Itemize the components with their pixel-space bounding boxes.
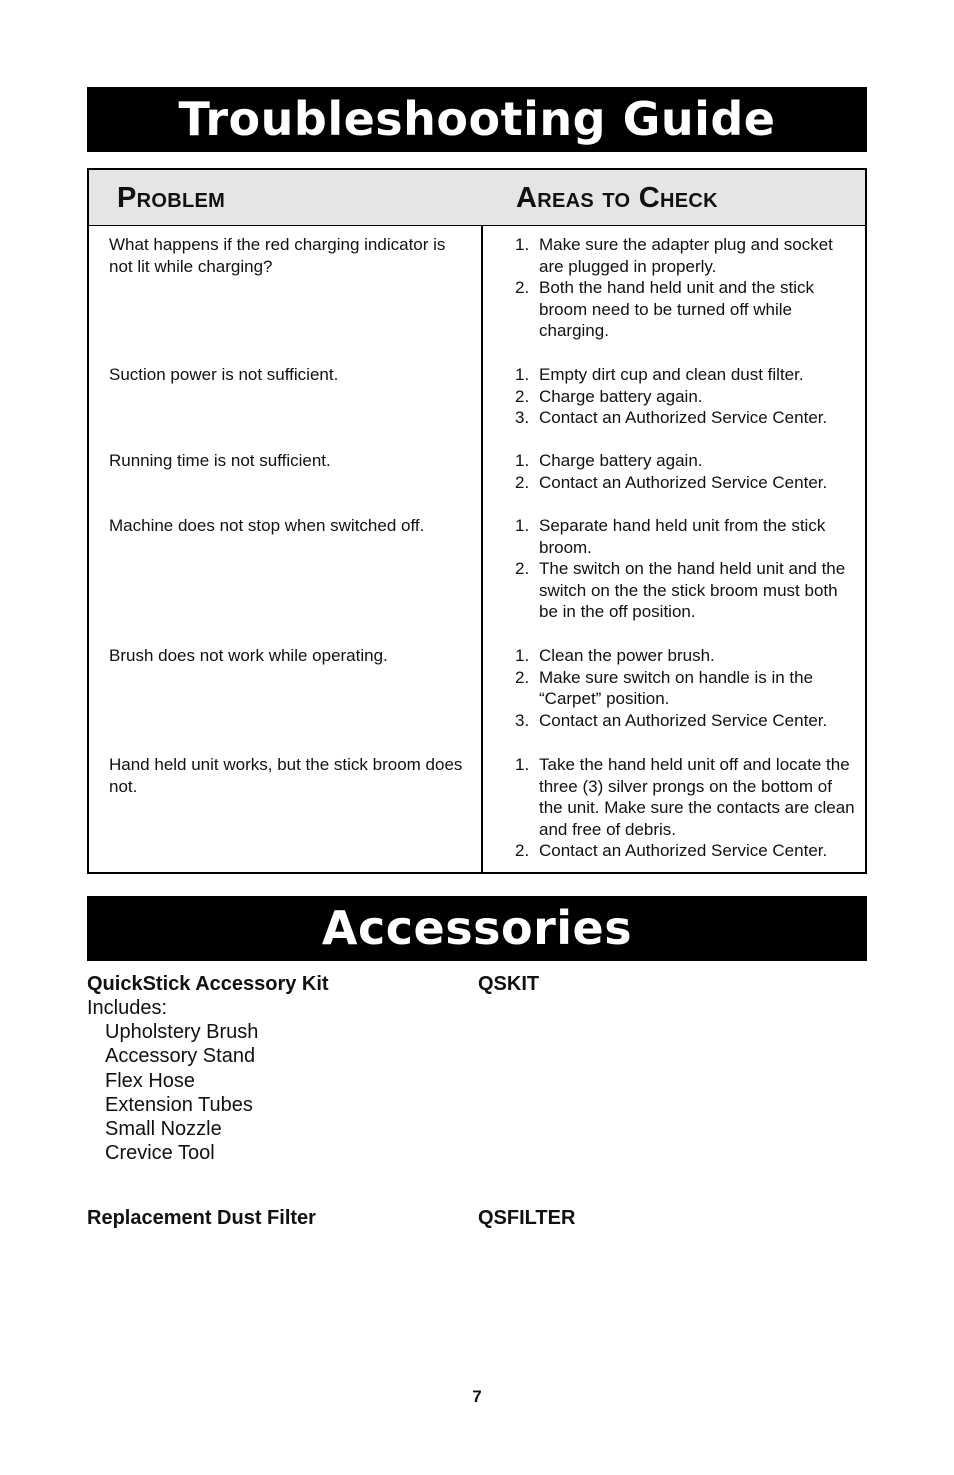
list-item [515, 386, 860, 408]
step-text: Charge battery again. [539, 386, 703, 406]
list-item [515, 515, 860, 558]
problem-brush-not-working: Brush does not work while operating. [109, 646, 388, 665]
list-item [515, 407, 860, 429]
list-item [515, 558, 860, 623]
step-text: Separate hand held unit from the stick broom. [539, 516, 826, 557]
step-text: The switch on the hand held unit and the switch on the the stick broom must both be in the off position. [539, 559, 846, 622]
kit-name: QuickStick Accessory Kit [87, 973, 329, 995]
step-text: Clean the power brush. [539, 646, 715, 665]
kit-code: QSKIT [478, 973, 540, 995]
table-header [89, 170, 865, 226]
steps-machine-not-stopping [515, 515, 860, 623]
list-item [515, 645, 860, 667]
list-item: Accessory Stand [105, 1045, 256, 1068]
list-item [515, 710, 860, 732]
step-text: Make sure switch on handle is in the “Carpet” position. [539, 667, 814, 709]
list-item [515, 277, 860, 342]
troubleshooting-table [87, 168, 867, 874]
problem-charging-indicator: What happens if the red charging indicator is not lit while charging? [109, 235, 446, 276]
list-item: Extension Tubes [105, 1093, 253, 1116]
list-item [515, 450, 860, 472]
header-areas-to-check: Areas to Check [516, 182, 718, 214]
steps-running-time [515, 450, 860, 493]
step-text: Contact an Authorized Service Center. [539, 408, 828, 428]
column-divider [481, 226, 483, 874]
step-number: 2. [515, 472, 530, 492]
kit-items-list [105, 1020, 258, 1166]
step-number: 1. [515, 235, 530, 254]
problem-running-time: Running time is not sufficient. [109, 451, 331, 470]
step-text: Empty dirt cup and clean dust filter. [539, 365, 804, 384]
list-item: Upholstery Brush [105, 1021, 259, 1043]
troubleshooting-title: Troubleshooting Guide [87, 87, 867, 152]
step-text: Contact an Authorized Service Center. [539, 841, 828, 861]
list-item [515, 754, 860, 840]
steps-brush-not-working [515, 645, 860, 731]
steps-charging-indicator [515, 234, 860, 342]
step-number: 1. [515, 451, 530, 470]
step-number: 1. [515, 646, 530, 665]
step-text: Both the hand held unit and the stick broom need to be turned off while charging. [539, 278, 815, 341]
list-item [515, 840, 860, 862]
problem-machine-not-stopping: Machine does not stop when switched off. [109, 516, 425, 535]
list-item: Flex Hose [105, 1069, 196, 1092]
list-item: Small Nozzle [105, 1118, 222, 1141]
step-number: 2. [515, 278, 530, 298]
step-number: 1. [515, 516, 530, 535]
step-text: Make sure the adapter plug and socket are plugged in properly. [539, 235, 833, 276]
list-item: Crevice Tool [105, 1142, 215, 1165]
problem-stick-broom-not-working: Hand held unit works, but the stick broom does not. [109, 755, 463, 796]
filter-code: QSFILTER [478, 1207, 576, 1229]
step-number: 2. [515, 667, 530, 687]
list-item [515, 472, 860, 494]
list-item [515, 234, 860, 277]
problem-suction-power: Suction power is not sufficient. [109, 365, 339, 384]
list-item [515, 667, 860, 710]
step-number: 3. [515, 710, 530, 730]
list-item [515, 364, 860, 386]
step-text: Charge battery again. [539, 451, 703, 470]
filter-name: Replacement Dust Filter [87, 1207, 316, 1229]
step-text: Contact an Authorized Service Center. [539, 472, 828, 492]
step-text: Take the hand held unit off and locate the three (3) silver prongs on the bottom of the unit. Make sure the contacts are clean and free of debris. [539, 755, 855, 839]
page-number: 7 [472, 1387, 482, 1406]
includes-label: Includes: [87, 997, 168, 1019]
step-text: Contact an Authorized Service Center. [539, 710, 828, 730]
header-problem: Problem [117, 182, 226, 214]
step-number: 2. [515, 559, 530, 579]
step-number: 2. [515, 386, 530, 406]
steps-suction-power [515, 364, 860, 429]
steps-stick-broom-not-working [515, 754, 860, 862]
step-number: 1. [515, 365, 530, 384]
step-number: 2. [515, 841, 530, 861]
accessories-title: Accessories [87, 896, 867, 961]
step-number: 3. [515, 408, 530, 428]
step-number: 1. [515, 755, 530, 774]
